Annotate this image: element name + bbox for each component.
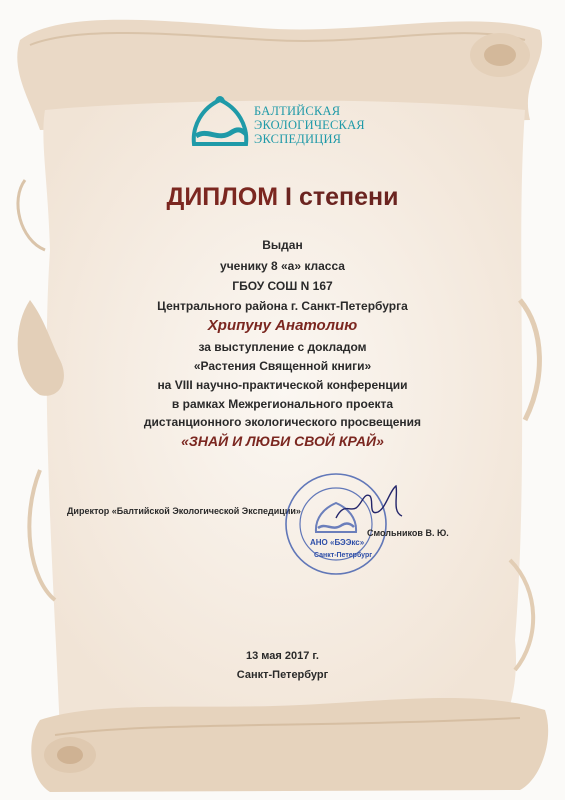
handwritten-signature	[330, 482, 410, 532]
stamp-org: АНО «БЭЭкс»	[310, 538, 365, 547]
organization-name	[254, 104, 365, 146]
conference-text: на VIII научно-практической конференции	[157, 378, 408, 392]
dome-wave-icon	[188, 92, 252, 152]
logo-line-1: БАЛТИЙСКАЯ	[254, 104, 341, 118]
logo-line-2: ЭКОЛОГИЧЕСКАЯ	[254, 118, 365, 132]
district-text: Центрального района г. Санкт-Петербурга	[157, 299, 408, 313]
title-main: ДИПЛОМ	[166, 183, 279, 211]
diploma-title	[0, 183, 565, 212]
education-text: дистанционного экологического просвещения	[143, 415, 422, 429]
logo-line-3: ЭКСПЕДИЦИЯ	[254, 132, 342, 146]
pupil-text: ученику 8 «а» класса	[220, 259, 345, 273]
signature-position: Директор «Балтийской Экологической Экспедиции»	[67, 506, 301, 516]
report-title: «Растения Священной книги»	[193, 359, 372, 373]
issued-text: Выдан	[262, 238, 303, 252]
issue-date: 13 мая 2017 г.	[246, 650, 319, 662]
school-text: ГБОУ СОШ N 167	[232, 279, 333, 293]
issue-city: Санкт-Петербург	[236, 669, 329, 681]
recipient-name: Хрипуну Анатолию	[207, 317, 358, 334]
project-text: в рамках Межрегионального проекта	[171, 397, 394, 411]
organization-logo	[188, 92, 388, 152]
for-text: за выступление с докладом	[198, 340, 367, 354]
project-slogan: «ЗНАЙ И ЛЮБИ СВОЙ КРАЙ»	[181, 433, 384, 449]
title-degree: I степени	[285, 183, 399, 211]
signer-name: Смольников В. Ю.	[367, 528, 449, 538]
stamp-city: Санкт-Петербург	[314, 552, 373, 559]
